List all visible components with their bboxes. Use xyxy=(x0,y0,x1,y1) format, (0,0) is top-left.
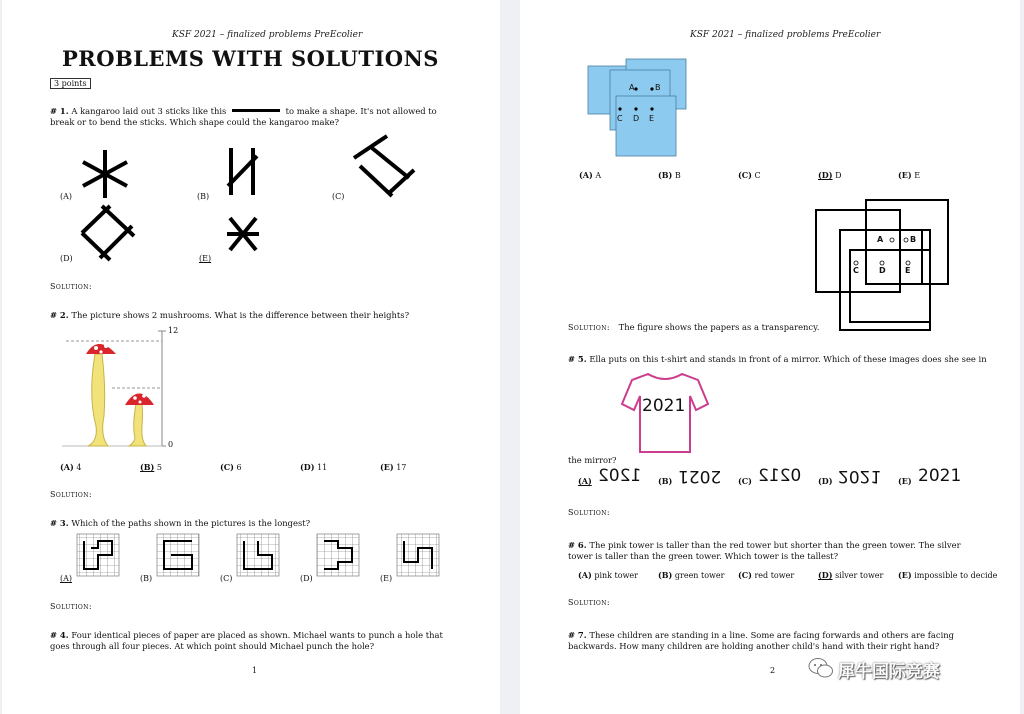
q4-solution xyxy=(568,322,819,333)
q1-label-e: (E) xyxy=(199,254,212,263)
page-number: 2 xyxy=(770,666,776,675)
question-3 xyxy=(50,518,462,529)
question-number: # 7. xyxy=(568,630,587,640)
page-1 xyxy=(2,0,500,714)
q4-option-b: (B) B xyxy=(658,170,681,180)
q5-option-b: (B) xyxy=(658,476,673,486)
q3-label-b: (B) xyxy=(140,574,153,583)
page-number: 1 xyxy=(252,666,258,675)
paper-label-d: D xyxy=(633,114,640,123)
question-text: The pink tower is taller than the red tower but shorter than the green tower. The silver tower is taller than the green tower. Which tower is the tallest? xyxy=(568,540,961,561)
transparency-label-c: C xyxy=(853,266,859,275)
transparency-label-b: B xyxy=(910,235,917,244)
shape-c-icon xyxy=(354,136,414,196)
watermark-text: 犀牛国际竞赛 xyxy=(838,662,940,682)
q2-option-e: (E) 17 xyxy=(380,462,407,472)
q2-option-d: (D) 11 xyxy=(300,462,328,472)
question-number: # 4. xyxy=(50,630,69,640)
solution-label: Solution: xyxy=(50,602,92,611)
transparency-label-d: D xyxy=(879,266,886,275)
q2-option-c: (C) 6 xyxy=(220,462,242,472)
question-2 xyxy=(50,310,462,321)
wechat-logo-icon xyxy=(808,656,834,680)
solution-label: Solution: xyxy=(50,490,92,499)
q3-label-e: (E) xyxy=(380,574,393,583)
question-6 xyxy=(568,540,980,562)
page-header: KSF 2021 – finalized problems PreEcolier xyxy=(172,30,363,40)
q2-option-a: (A) 4 xyxy=(60,462,82,472)
q1-label-d: (D) xyxy=(60,254,73,263)
q5-option-b-image: 2021 xyxy=(678,466,722,486)
q1-label-c: (C) xyxy=(332,192,345,201)
q3-label-c: (C) xyxy=(220,574,233,583)
path-grid-d xyxy=(317,534,359,576)
q3-label-a: (A) xyxy=(60,574,73,583)
solution-label: Solution: xyxy=(50,282,92,291)
question-text: A kangaroo laid out 3 sticks like this xyxy=(71,106,227,116)
q5-option-d: (D) xyxy=(818,476,833,486)
question-7 xyxy=(568,630,980,652)
page-header: KSF 2021 – finalized problems PreEcolier xyxy=(690,30,881,40)
axis-top-label: 12 xyxy=(168,326,179,335)
question-number: # 1. xyxy=(50,106,69,116)
q4-option-a: (A) A xyxy=(579,170,602,180)
q6-option-b: (B) green tower xyxy=(658,570,725,580)
question-5-cont: the mirror? xyxy=(568,455,617,465)
question-5 xyxy=(568,354,998,365)
shape-a-icon xyxy=(83,150,127,198)
q3-label-d: (D) xyxy=(300,574,313,583)
path-grid-e xyxy=(397,534,439,576)
question-number: # 6. xyxy=(568,540,587,550)
path-grid-c xyxy=(237,534,279,576)
q4-option-c: (C) C xyxy=(738,170,761,180)
solution-text: The figure shows the papers as a transparency. xyxy=(618,322,820,332)
tshirt-text: 2021 xyxy=(642,396,686,416)
transparency-label-a: A xyxy=(877,235,884,244)
path-grid-b xyxy=(157,534,199,576)
axis-bottom-label: 0 xyxy=(168,440,174,449)
question-text: Ella puts on this t-shirt and stands in front of a mirror. Which of these images does she see in xyxy=(589,354,987,364)
page-title: PROBLEMS WITH SOLUTIONS xyxy=(62,46,439,71)
shape-d-icon xyxy=(82,206,134,260)
paper-label-c: C xyxy=(617,114,623,123)
q5-option-a: (A) xyxy=(578,476,592,486)
question-text: The picture shows 2 mushrooms. What is the difference between their heights? xyxy=(71,310,410,320)
q4-option-d: (D) D xyxy=(818,170,842,180)
question-number: # 5. xyxy=(568,354,587,364)
q6-option-d: (D) silver tower xyxy=(818,570,884,580)
question-text: These children are standing in a line. Some are facing forwards and others are facing backwards. How many children are holding another child's hand with their right hand? xyxy=(568,630,955,651)
q5-option-a-image: 1202 xyxy=(598,466,642,486)
q6-option-e: (E) impossible to decide xyxy=(898,570,998,580)
q6-option-a: (A) pink tower xyxy=(578,570,638,580)
q5-option-c: (C) xyxy=(738,476,752,486)
paper-label-b: B xyxy=(655,83,661,92)
page-2 xyxy=(520,0,1020,714)
solution-label: Solution: xyxy=(568,508,610,517)
q3-path-grids xyxy=(2,530,500,586)
q2-option-b: (B) 5 xyxy=(140,462,162,472)
solution-label: Solution: xyxy=(568,323,610,332)
solution-label: Solution: xyxy=(568,598,610,607)
paper-label-a: A xyxy=(629,83,635,92)
question-number: # 2. xyxy=(50,310,69,320)
question-number: # 3. xyxy=(50,518,69,528)
mushroom-figure xyxy=(62,326,192,450)
q5-option-e-image: 2021 xyxy=(918,466,962,486)
q1-label-a: (A) xyxy=(60,192,73,201)
points-badge: 3 points xyxy=(50,78,91,89)
question-4 xyxy=(50,630,462,652)
shape-e-icon xyxy=(227,218,259,250)
path-grid-a xyxy=(77,534,119,576)
question-text: Which of the paths shown in the pictures is the longest? xyxy=(71,518,311,528)
paper-label-e: E xyxy=(649,114,655,123)
q4-option-e: (E) E xyxy=(898,170,921,180)
q1-label-b: (B) xyxy=(197,192,210,201)
shape-b-icon xyxy=(228,148,257,195)
q5-option-d-image: 2021 xyxy=(838,466,882,486)
transparency-label-e: E xyxy=(905,266,911,275)
q4-papers-figure xyxy=(580,56,690,158)
q5-option-c-image: 0212 xyxy=(758,466,802,486)
q6-option-c: (C) red tower xyxy=(738,570,795,580)
q5-option-e: (E) xyxy=(898,476,912,486)
question-text-cont: to make a shape. It's not allowed to break or to bend the sticks. Which shape could the kangaroo make? xyxy=(50,106,437,127)
question-text: Four identical pieces of paper are placed as shown. Michael wants to punch a hole that goes through all four pieces. At which point should Michael punch the hole? xyxy=(50,630,443,651)
